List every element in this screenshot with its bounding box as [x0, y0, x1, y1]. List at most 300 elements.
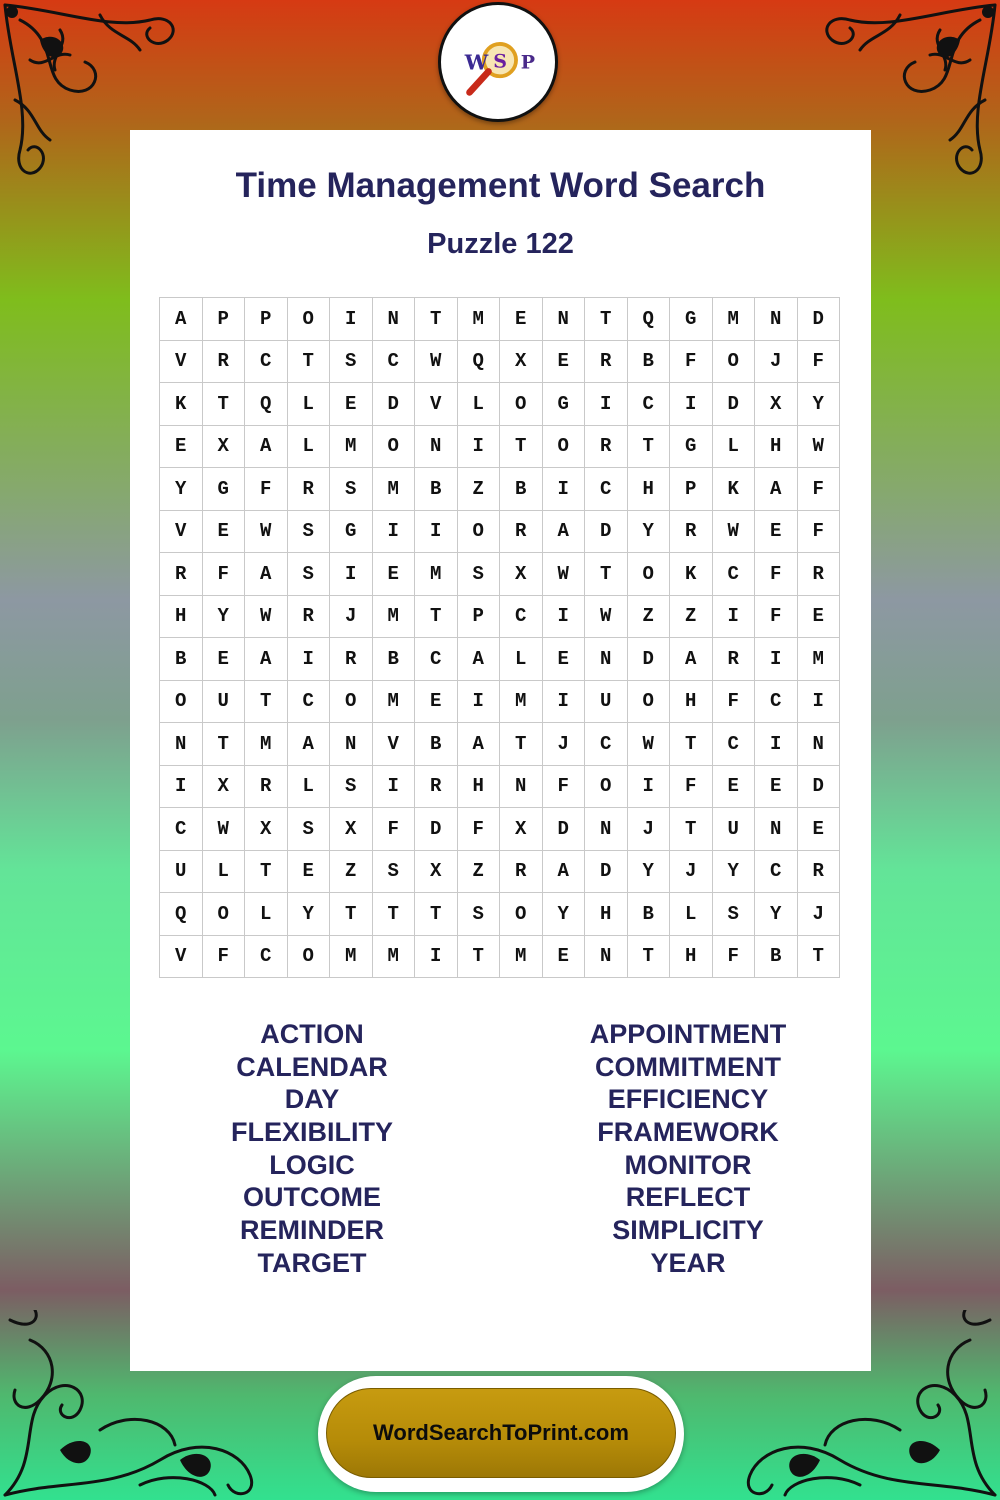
grid-cell[interactable]: H	[670, 680, 713, 723]
grid-cell[interactable]: Z	[457, 468, 500, 511]
grid-cell[interactable]: B	[415, 723, 458, 766]
grid-cell[interactable]: T	[202, 383, 245, 426]
grid-cell[interactable]: Q	[457, 340, 500, 383]
grid-cell[interactable]: C	[415, 638, 458, 681]
grid-cell[interactable]: G	[670, 298, 713, 341]
grid-cell[interactable]: O	[372, 425, 415, 468]
grid-cell[interactable]: S	[287, 553, 330, 596]
grid-cell[interactable]: N	[755, 808, 798, 851]
grid-row	[160, 595, 840, 638]
grid-cell[interactable]: Y	[755, 893, 798, 936]
grid-cell[interactable]: D	[797, 298, 840, 341]
grid-cell[interactable]: P	[202, 298, 245, 341]
grid-cell[interactable]: U	[202, 680, 245, 723]
grid-cell[interactable]: I	[415, 510, 458, 553]
grid-cell[interactable]: T	[585, 553, 628, 596]
grid-cell[interactable]: D	[372, 383, 415, 426]
grid-cell[interactable]: M	[797, 638, 840, 681]
grid-cell[interactable]: B	[415, 468, 458, 511]
grid-cell[interactable]: I	[712, 595, 755, 638]
grid-cell[interactable]: E	[372, 553, 415, 596]
grid-cell[interactable]: I	[372, 765, 415, 808]
letter-grid	[159, 297, 840, 978]
grid-cell[interactable]: L	[287, 425, 330, 468]
grid-cell[interactable]: M	[500, 680, 543, 723]
grid-cell[interactable]: O	[712, 340, 755, 383]
grid-cell[interactable]: T	[500, 723, 543, 766]
word-list-item: REFLECT	[625, 1182, 751, 1213]
grid-cell[interactable]: C	[245, 935, 288, 978]
grid-cell[interactable]: H	[670, 935, 713, 978]
grid-cell[interactable]: C	[287, 680, 330, 723]
grid-cell[interactable]: F	[202, 553, 245, 596]
grid-cell[interactable]: V	[372, 723, 415, 766]
grid-cell[interactable]: B	[627, 340, 670, 383]
grid-cell[interactable]: C	[160, 808, 203, 851]
grid-cell[interactable]: I	[372, 510, 415, 553]
grid-cell[interactable]: F	[457, 808, 500, 851]
grid-cell[interactable]: Z	[670, 595, 713, 638]
grid-cell[interactable]: X	[500, 553, 543, 596]
grid-cell[interactable]: U	[712, 808, 755, 851]
grid-cell[interactable]: T	[415, 893, 458, 936]
grid-row	[160, 425, 840, 468]
grid-cell[interactable]: U	[585, 680, 628, 723]
grid-cell[interactable]: F	[755, 553, 798, 596]
word-list-item: FRAMEWORK	[597, 1117, 779, 1148]
word-list-item: APPOINTMENT	[589, 1019, 787, 1049]
grid-cell[interactable]: O	[500, 893, 543, 936]
grid-cell[interactable]: S	[457, 893, 500, 936]
grid-cell[interactable]: D	[797, 765, 840, 808]
grid-cell[interactable]: S	[712, 893, 755, 936]
grid-cell[interactable]: F	[245, 468, 288, 511]
grid-cell[interactable]: M	[372, 935, 415, 978]
grid-row	[160, 850, 840, 893]
word-list-item: LOGIC	[269, 1149, 355, 1180]
grid-cell[interactable]: Y	[287, 893, 330, 936]
grid-cell[interactable]: R	[330, 638, 373, 681]
grid-row	[160, 638, 840, 681]
grid-cell[interactable]: X	[330, 808, 373, 851]
grid-cell[interactable]: D	[542, 808, 585, 851]
grid-cell[interactable]: W	[202, 808, 245, 851]
grid-cell[interactable]: W	[712, 510, 755, 553]
grid-cell[interactable]: S	[330, 468, 373, 511]
grid-row	[160, 468, 840, 511]
grid-cell[interactable]: O	[542, 425, 585, 468]
grid-cell[interactable]: X	[245, 808, 288, 851]
grid-cell[interactable]: N	[755, 298, 798, 341]
grid-cell[interactable]: T	[287, 340, 330, 383]
grid-cell[interactable]: E	[797, 595, 840, 638]
grid-cell[interactable]: H	[457, 765, 500, 808]
grid-cell[interactable]: N	[542, 298, 585, 341]
word-list-item: COMMITMENT	[595, 1051, 781, 1082]
grid-cell[interactable]: C	[245, 340, 288, 383]
grid-row	[160, 298, 840, 341]
grid-cell[interactable]: S	[287, 808, 330, 851]
grid-cell[interactable]: I	[755, 723, 798, 766]
grid-cell[interactable]: L	[670, 893, 713, 936]
grid-cell[interactable]: R	[287, 468, 330, 511]
grid-cell[interactable]: A	[160, 298, 203, 341]
grid-cell[interactable]: I	[797, 680, 840, 723]
grid-cell[interactable]: J	[542, 723, 585, 766]
grid-cell[interactable]: I	[542, 680, 585, 723]
grid-cell[interactable]: F	[670, 765, 713, 808]
word-list-left	[182, 1018, 442, 1280]
grid-cell[interactable]: L	[287, 383, 330, 426]
grid-cell[interactable]: Z	[627, 595, 670, 638]
grid-cell[interactable]: A	[542, 510, 585, 553]
grid-cell[interactable]: S	[330, 765, 373, 808]
grid-cell[interactable]: A	[287, 723, 330, 766]
grid-cell[interactable]: S	[287, 510, 330, 553]
grid-cell[interactable]: T	[457, 935, 500, 978]
grid-cell[interactable]: W	[797, 425, 840, 468]
grid-cell[interactable]: M	[245, 723, 288, 766]
grid-cell[interactable]: N	[500, 765, 543, 808]
grid-cell[interactable]: M	[500, 935, 543, 978]
grid-cell[interactable]: R	[415, 765, 458, 808]
grid-cell[interactable]: X	[500, 340, 543, 383]
grid-cell[interactable]: X	[202, 765, 245, 808]
logo-letter-w: W	[464, 49, 489, 75]
grid-cell[interactable]: O	[330, 680, 373, 723]
grid-cell[interactable]: B	[627, 893, 670, 936]
grid-cell[interactable]: W	[245, 510, 288, 553]
grid-cell[interactable]: R	[202, 340, 245, 383]
grid-cell[interactable]: H	[585, 893, 628, 936]
grid-cell[interactable]: L	[712, 425, 755, 468]
grid-cell[interactable]: V	[160, 510, 203, 553]
grid-cell[interactable]: C	[585, 723, 628, 766]
grid-cell[interactable]: E	[202, 638, 245, 681]
grid-cell[interactable]: D	[585, 510, 628, 553]
grid-cell[interactable]: L	[457, 383, 500, 426]
grid-cell[interactable]: M	[372, 680, 415, 723]
grid-cell[interactable]: A	[457, 638, 500, 681]
grid-cell[interactable]: L	[245, 893, 288, 936]
word-list-item: SIMPLICITY	[612, 1215, 764, 1246]
grid-row	[160, 723, 840, 766]
grid-cell[interactable]: W	[585, 595, 628, 638]
grid-row	[160, 383, 840, 426]
footer-badge	[318, 1376, 684, 1492]
grid-cell[interactable]: M	[712, 298, 755, 341]
grid-cell[interactable]: V	[160, 935, 203, 978]
grid-cell[interactable]: S	[372, 850, 415, 893]
grid-cell[interactable]: T	[670, 808, 713, 851]
grid-cell[interactable]: Y	[712, 850, 755, 893]
word-list-item: ACTION	[260, 1019, 364, 1049]
grid-cell[interactable]: A	[670, 638, 713, 681]
grid-cell[interactable]: I	[627, 765, 670, 808]
grid-cell[interactable]: V	[160, 340, 203, 383]
puzzle-panel	[130, 130, 871, 1371]
grid-cell[interactable]: G	[202, 468, 245, 511]
grid-cell[interactable]: M	[457, 298, 500, 341]
grid-cell[interactable]: G	[542, 383, 585, 426]
grid-cell[interactable]: N	[585, 638, 628, 681]
grid-cell[interactable]: H	[755, 425, 798, 468]
grid-cell[interactable]: O	[457, 510, 500, 553]
grid-cell[interactable]: D	[585, 850, 628, 893]
grid-cell[interactable]: F	[797, 340, 840, 383]
grid-cell[interactable]: R	[245, 765, 288, 808]
grid-row	[160, 680, 840, 723]
grid-cell[interactable]: E	[542, 638, 585, 681]
grid-cell[interactable]: Q	[160, 893, 203, 936]
grid-cell[interactable]: Y	[797, 383, 840, 426]
grid-cell[interactable]: F	[202, 935, 245, 978]
grid-cell[interactable]: E	[160, 425, 203, 468]
grid-cell[interactable]: K	[160, 383, 203, 426]
grid-cell[interactable]: K	[712, 468, 755, 511]
grid-cell[interactable]: I	[542, 468, 585, 511]
grid-cell[interactable]: J	[670, 850, 713, 893]
grid-cell[interactable]: T	[245, 850, 288, 893]
grid-cell[interactable]: X	[415, 850, 458, 893]
word-list-item: REMINDER	[239, 1215, 384, 1246]
grid-cell[interactable]: D	[415, 808, 458, 851]
grid-cell[interactable]: N	[797, 723, 840, 766]
grid-cell[interactable]: C	[755, 850, 798, 893]
grid-cell[interactable]: U	[160, 850, 203, 893]
grid-row	[160, 553, 840, 596]
grid-cell[interactable]: E	[712, 765, 755, 808]
grid-cell[interactable]: F	[670, 340, 713, 383]
grid-cell[interactable]: D	[712, 383, 755, 426]
grid-cell[interactable]: T	[585, 298, 628, 341]
grid-cell[interactable]: E	[542, 340, 585, 383]
wsp-logo	[438, 2, 558, 122]
grid-cell[interactable]: I	[755, 638, 798, 681]
grid-cell[interactable]: K	[670, 553, 713, 596]
grid-cell[interactable]: E	[330, 383, 373, 426]
grid-cell[interactable]: G	[670, 425, 713, 468]
website-link-button[interactable]: WordSearchToPrint.com	[326, 1388, 676, 1478]
grid-cell[interactable]: C	[500, 595, 543, 638]
word-list-item: TARGET	[257, 1247, 367, 1278]
grid-cell[interactable]: Q	[627, 298, 670, 341]
grid-cell[interactable]: A	[542, 850, 585, 893]
grid-cell[interactable]: Q	[245, 383, 288, 426]
grid-cell[interactable]: N	[330, 723, 373, 766]
grid-cell[interactable]: I	[542, 595, 585, 638]
grid-cell[interactable]: A	[245, 638, 288, 681]
grid-cell[interactable]: R	[797, 553, 840, 596]
word-list-item: DAY	[284, 1084, 340, 1115]
grid-cell[interactable]: G	[330, 510, 373, 553]
grid-cell[interactable]: W	[542, 553, 585, 596]
grid-cell[interactable]: F	[755, 595, 798, 638]
grid-cell[interactable]: C	[627, 383, 670, 426]
grid-cell[interactable]: R	[500, 510, 543, 553]
word-list-item: EFFICIENCY	[607, 1084, 769, 1115]
word-list-item: YEAR	[650, 1247, 726, 1278]
grid-cell[interactable]: C	[755, 680, 798, 723]
grid-cell[interactable]: P	[457, 595, 500, 638]
grid-cell[interactable]: I	[457, 425, 500, 468]
grid-cell[interactable]: C	[372, 340, 415, 383]
grid-cell[interactable]: I	[457, 680, 500, 723]
grid-cell[interactable]: L	[202, 850, 245, 893]
grid-row	[160, 893, 840, 936]
grid-cell[interactable]: C	[712, 723, 755, 766]
grid-cell[interactable]: M	[330, 935, 373, 978]
grid-cell[interactable]: T	[202, 723, 245, 766]
grid-cell[interactable]: R	[500, 850, 543, 893]
grid-cell[interactable]: O	[202, 893, 245, 936]
grid-cell[interactable]: I	[330, 298, 373, 341]
grid-cell[interactable]: O	[287, 935, 330, 978]
grid-cell[interactable]: O	[627, 553, 670, 596]
grid-cell[interactable]: N	[372, 298, 415, 341]
grid-cell[interactable]: A	[245, 425, 288, 468]
grid-cell[interactable]: J	[330, 595, 373, 638]
grid-cell[interactable]: E	[755, 765, 798, 808]
grid-cell[interactable]: T	[415, 595, 458, 638]
grid-cell[interactable]: Y	[542, 893, 585, 936]
grid-cell[interactable]: W	[245, 595, 288, 638]
grid-cell[interactable]: E	[415, 680, 458, 723]
grid-cell[interactable]: E	[542, 935, 585, 978]
grid-cell[interactable]: P	[245, 298, 288, 341]
grid-cell[interactable]: R	[160, 553, 203, 596]
grid-cell[interactable]: M	[330, 425, 373, 468]
grid-cell[interactable]: X	[202, 425, 245, 468]
grid-cell[interactable]: N	[160, 723, 203, 766]
grid-cell[interactable]: A	[755, 468, 798, 511]
grid-cell[interactable]: M	[415, 553, 458, 596]
grid-cell[interactable]: I	[330, 553, 373, 596]
grid-cell[interactable]: T	[330, 893, 373, 936]
grid-cell[interactable]: E	[500, 298, 543, 341]
page-title: Time Management Word Search	[235, 166, 766, 205]
grid-cell[interactable]: D	[627, 638, 670, 681]
word-list-item: CALENDAR	[236, 1051, 388, 1082]
grid-cell[interactable]: I	[287, 638, 330, 681]
logo-letter-s: S	[493, 50, 507, 73]
word-list-item: MONITOR	[624, 1149, 752, 1180]
logo-letter-p: P	[520, 51, 536, 74]
grid-cell[interactable]: M	[372, 468, 415, 511]
grid-cell[interactable]: H	[627, 468, 670, 511]
word-list-item: OUTCOME	[243, 1182, 381, 1213]
grid-cell[interactable]: F	[797, 510, 840, 553]
grid-cell[interactable]: I	[670, 383, 713, 426]
grid-cell[interactable]: X	[500, 808, 543, 851]
grid-cell[interactable]: F	[712, 935, 755, 978]
grid-cell[interactable]: E	[797, 808, 840, 851]
grid-cell[interactable]: T	[372, 893, 415, 936]
grid-cell[interactable]: P	[670, 468, 713, 511]
grid-cell[interactable]: R	[585, 425, 628, 468]
grid-cell[interactable]: A	[245, 553, 288, 596]
grid-cell[interactable]: C	[712, 553, 755, 596]
grid-cell[interactable]: W	[627, 723, 670, 766]
grid-cell[interactable]: O	[160, 680, 203, 723]
puzzle-number: Puzzle 122	[427, 228, 574, 260]
grid-cell[interactable]: T	[797, 935, 840, 978]
word-list-item: FLEXIBILITY	[231, 1117, 393, 1148]
grid-cell[interactable]: L	[287, 765, 330, 808]
grid-cell[interactable]: Y	[202, 595, 245, 638]
grid-cell[interactable]: Y	[627, 510, 670, 553]
grid-cell[interactable]: A	[457, 723, 500, 766]
grid-cell[interactable]: I	[585, 383, 628, 426]
grid-cell[interactable]: F	[372, 808, 415, 851]
grid-row	[160, 510, 840, 553]
grid-cell[interactable]: T	[627, 935, 670, 978]
grid-cell[interactable]: B	[500, 468, 543, 511]
grid-cell[interactable]: R	[585, 340, 628, 383]
grid-cell[interactable]: F	[797, 468, 840, 511]
grid-cell[interactable]: O	[627, 680, 670, 723]
grid-cell[interactable]: H	[160, 595, 203, 638]
grid-cell[interactable]: N	[585, 808, 628, 851]
grid-cell[interactable]: M	[372, 595, 415, 638]
grid-cell[interactable]: N	[415, 425, 458, 468]
word-list-right	[558, 1018, 818, 1280]
grid-cell[interactable]: I	[160, 765, 203, 808]
grid-row	[160, 340, 840, 383]
grid-cell[interactable]: X	[755, 383, 798, 426]
grid-cell[interactable]: Y	[160, 468, 203, 511]
grid-cell[interactable]: R	[712, 638, 755, 681]
grid-cell[interactable]: E	[755, 510, 798, 553]
grid-cell[interactable]: E	[287, 850, 330, 893]
grid-cell[interactable]: I	[415, 935, 458, 978]
grid-cell[interactable]: T	[670, 723, 713, 766]
grid-cell[interactable]: B	[372, 638, 415, 681]
grid-cell[interactable]: F	[712, 680, 755, 723]
grid-row	[160, 935, 840, 978]
grid-row	[160, 808, 840, 851]
grid-cell[interactable]: Z	[457, 850, 500, 893]
grid-row	[160, 765, 840, 808]
grid-cell[interactable]: S	[457, 553, 500, 596]
grid-cell[interactable]: B	[160, 638, 203, 681]
grid-cell[interactable]: T	[245, 680, 288, 723]
grid-cell[interactable]: R	[287, 595, 330, 638]
grid-cell[interactable]: O	[585, 765, 628, 808]
grid-cell[interactable]: F	[542, 765, 585, 808]
grid-cell[interactable]: C	[585, 468, 628, 511]
grid-cell[interactable]: B	[755, 935, 798, 978]
grid-cell[interactable]: R	[670, 510, 713, 553]
grid-cell[interactable]: J	[755, 340, 798, 383]
grid-cell[interactable]: R	[797, 850, 840, 893]
grid-cell[interactable]: L	[500, 638, 543, 681]
grid-cell[interactable]: W	[415, 340, 458, 383]
grid-cell[interactable]: Y	[627, 850, 670, 893]
grid-cell[interactable]: J	[797, 893, 840, 936]
grid-cell[interactable]: T	[500, 425, 543, 468]
grid-cell[interactable]: N	[585, 935, 628, 978]
grid-cell[interactable]: V	[415, 383, 458, 426]
grid-cell[interactable]: T	[415, 298, 458, 341]
grid-cell[interactable]: Z	[330, 850, 373, 893]
grid-cell[interactable]: J	[627, 808, 670, 851]
grid-cell[interactable]: O	[287, 298, 330, 341]
grid-cell[interactable]: O	[500, 383, 543, 426]
grid-cell[interactable]: S	[330, 340, 373, 383]
grid-cell[interactable]: T	[627, 425, 670, 468]
grid-cell[interactable]: E	[202, 510, 245, 553]
